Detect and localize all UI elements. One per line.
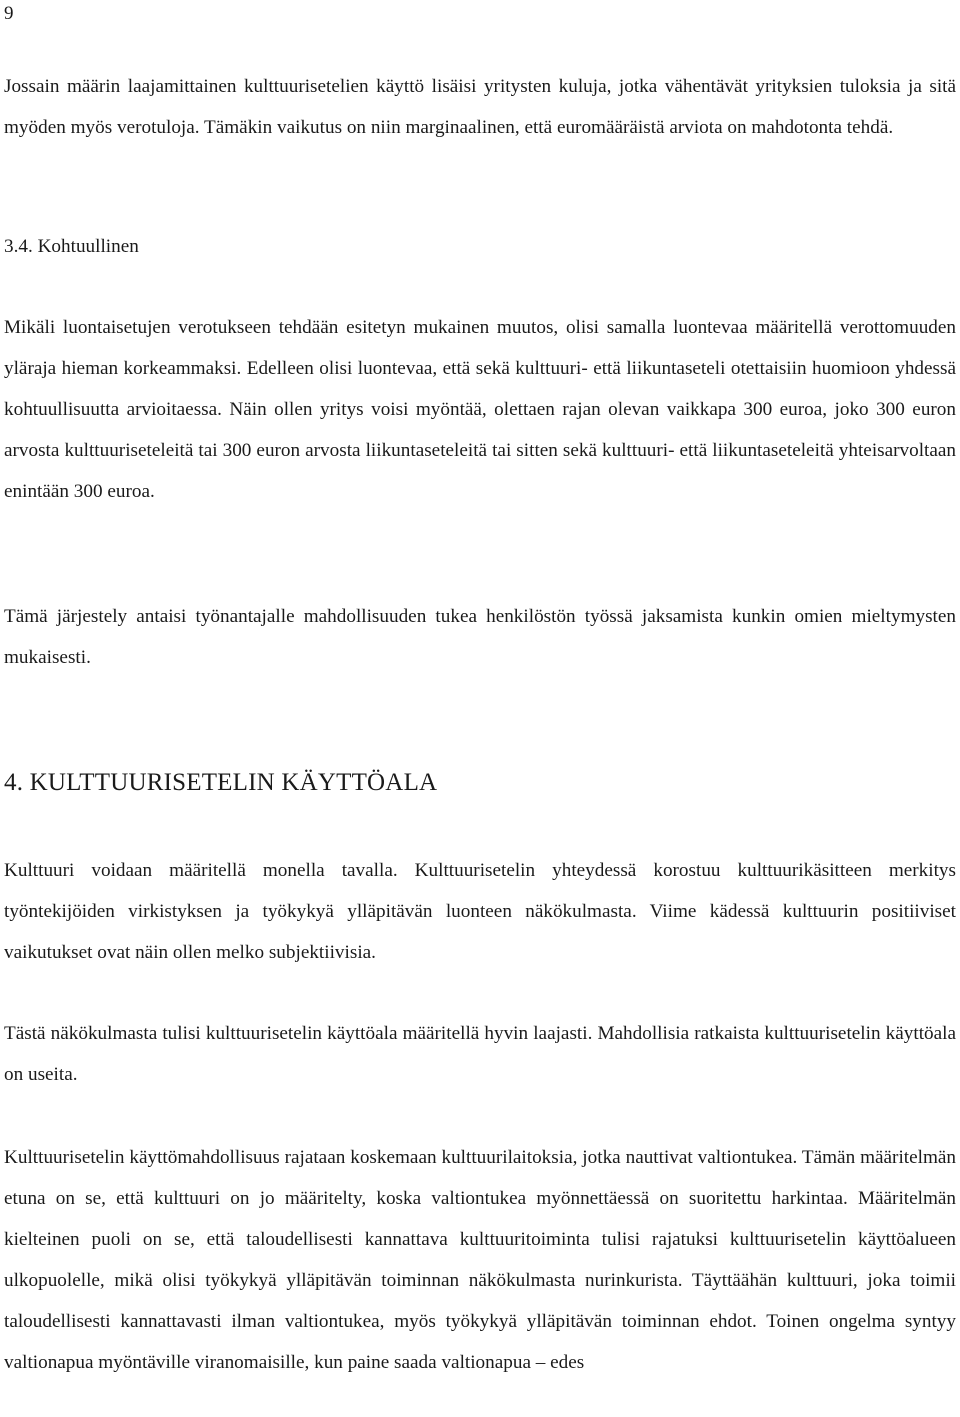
heading-section-4: 4. KULTTUURISETELIN KÄYTTÖALA xyxy=(4,769,438,796)
paragraph-state-aid: Kulttuurisetelin käyttömahdollisuus rajataan koskemaan kulttuurilaitoksia, jotka nauttivat valtiontukea. Tämän määritelmän etuna on se, että kulttuuri on jo määritelty, koska valtiontukea myönnettäessä on suoritettu harkintaa. Määritelmän kielteinen puoli on se, että taloudellisesti kannattava kulttuuritoiminta tulisi rajatuksi kulttuurisetelin käyttöalueen ulkopuolelle, mikä olisi työkykyä ylläpitävän toiminnan näkökulmasta nurinkurista. Täyttäähän kulttuuri, joka toimii taloudellisesti kannattavasti ilman valtiontukea, myös työkykyä ylläpitävän toiminnan ehdot. Toinen ongelma syntyy valtionapua myöntäville viranomaisille, kun paine saada valtionapua – edes xyxy=(4,1147,956,1374)
paragraph-culture-definition: Kulttuuri voidaan määritellä monella tavalla. Kulttuurisetelin yhteydessä korostuu kulttuurikäsitteen merkitys työntekijöiden virkistyksen ja työkykyä ylläpitävän luonteen näkökulmasta. Viime kädessä kulttuurin positiiviset vaikutukset ovat näin ollen melko subjektiivisia. xyxy=(4,860,956,964)
paragraph-intro: Jossain määrin laajamittainen kulttuurisetelien käyttö lisäisi yritysten kuluja, jotka vähentävät yrityksien tuloksia ja sitä myöden myös verotuloja. Tämäkin vaikutus on niin marginaalinen, että euromääräistä arviota on mahdotonta tehdä. xyxy=(4,76,956,139)
paragraph-scope: Tästä näkökulmasta tulisi kulttuurisetelin käyttöala määritellä hyvin laajasti. Mahdollisia ratkaista kulttuurisetelin käyttöala on useita. xyxy=(4,1023,956,1086)
paragraph-arrangement: Tämä järjestely antaisi työnantajalle mahdollisuuden tukea henkilöstön työssä jaksamista kunkin omien mieltymysten mukaisesti. xyxy=(4,606,956,669)
heading-section-3-4: 3.4. Kohtuullinen xyxy=(4,236,139,257)
paragraph-tax-limit: Mikäli luontaisetujen verotukseen tehdään esitetyn mukainen muutos, olisi samalla luontevaa määritellä verottomuuden yläraja hieman korkeammaksi. Edelleen olisi luontevaa, että sekä kulttuuri- että liikuntaseteli otettaisiin huomioon yhdessä kohtuullisuutta arvioitaessa. Näin ollen yritys voisi myöntää, olettaen rajan olevan vaikkapa 300 euroa, joko 300 euron arvosta kulttuuriseteleitä tai 300 euron arvosta liikuntaseteleitä tai sitten sekä kulttuuri- että liikuntaseteleitä yhteisarvoltaan enintään 300 euroa. xyxy=(4,317,956,503)
page-number: 9 xyxy=(4,3,14,24)
